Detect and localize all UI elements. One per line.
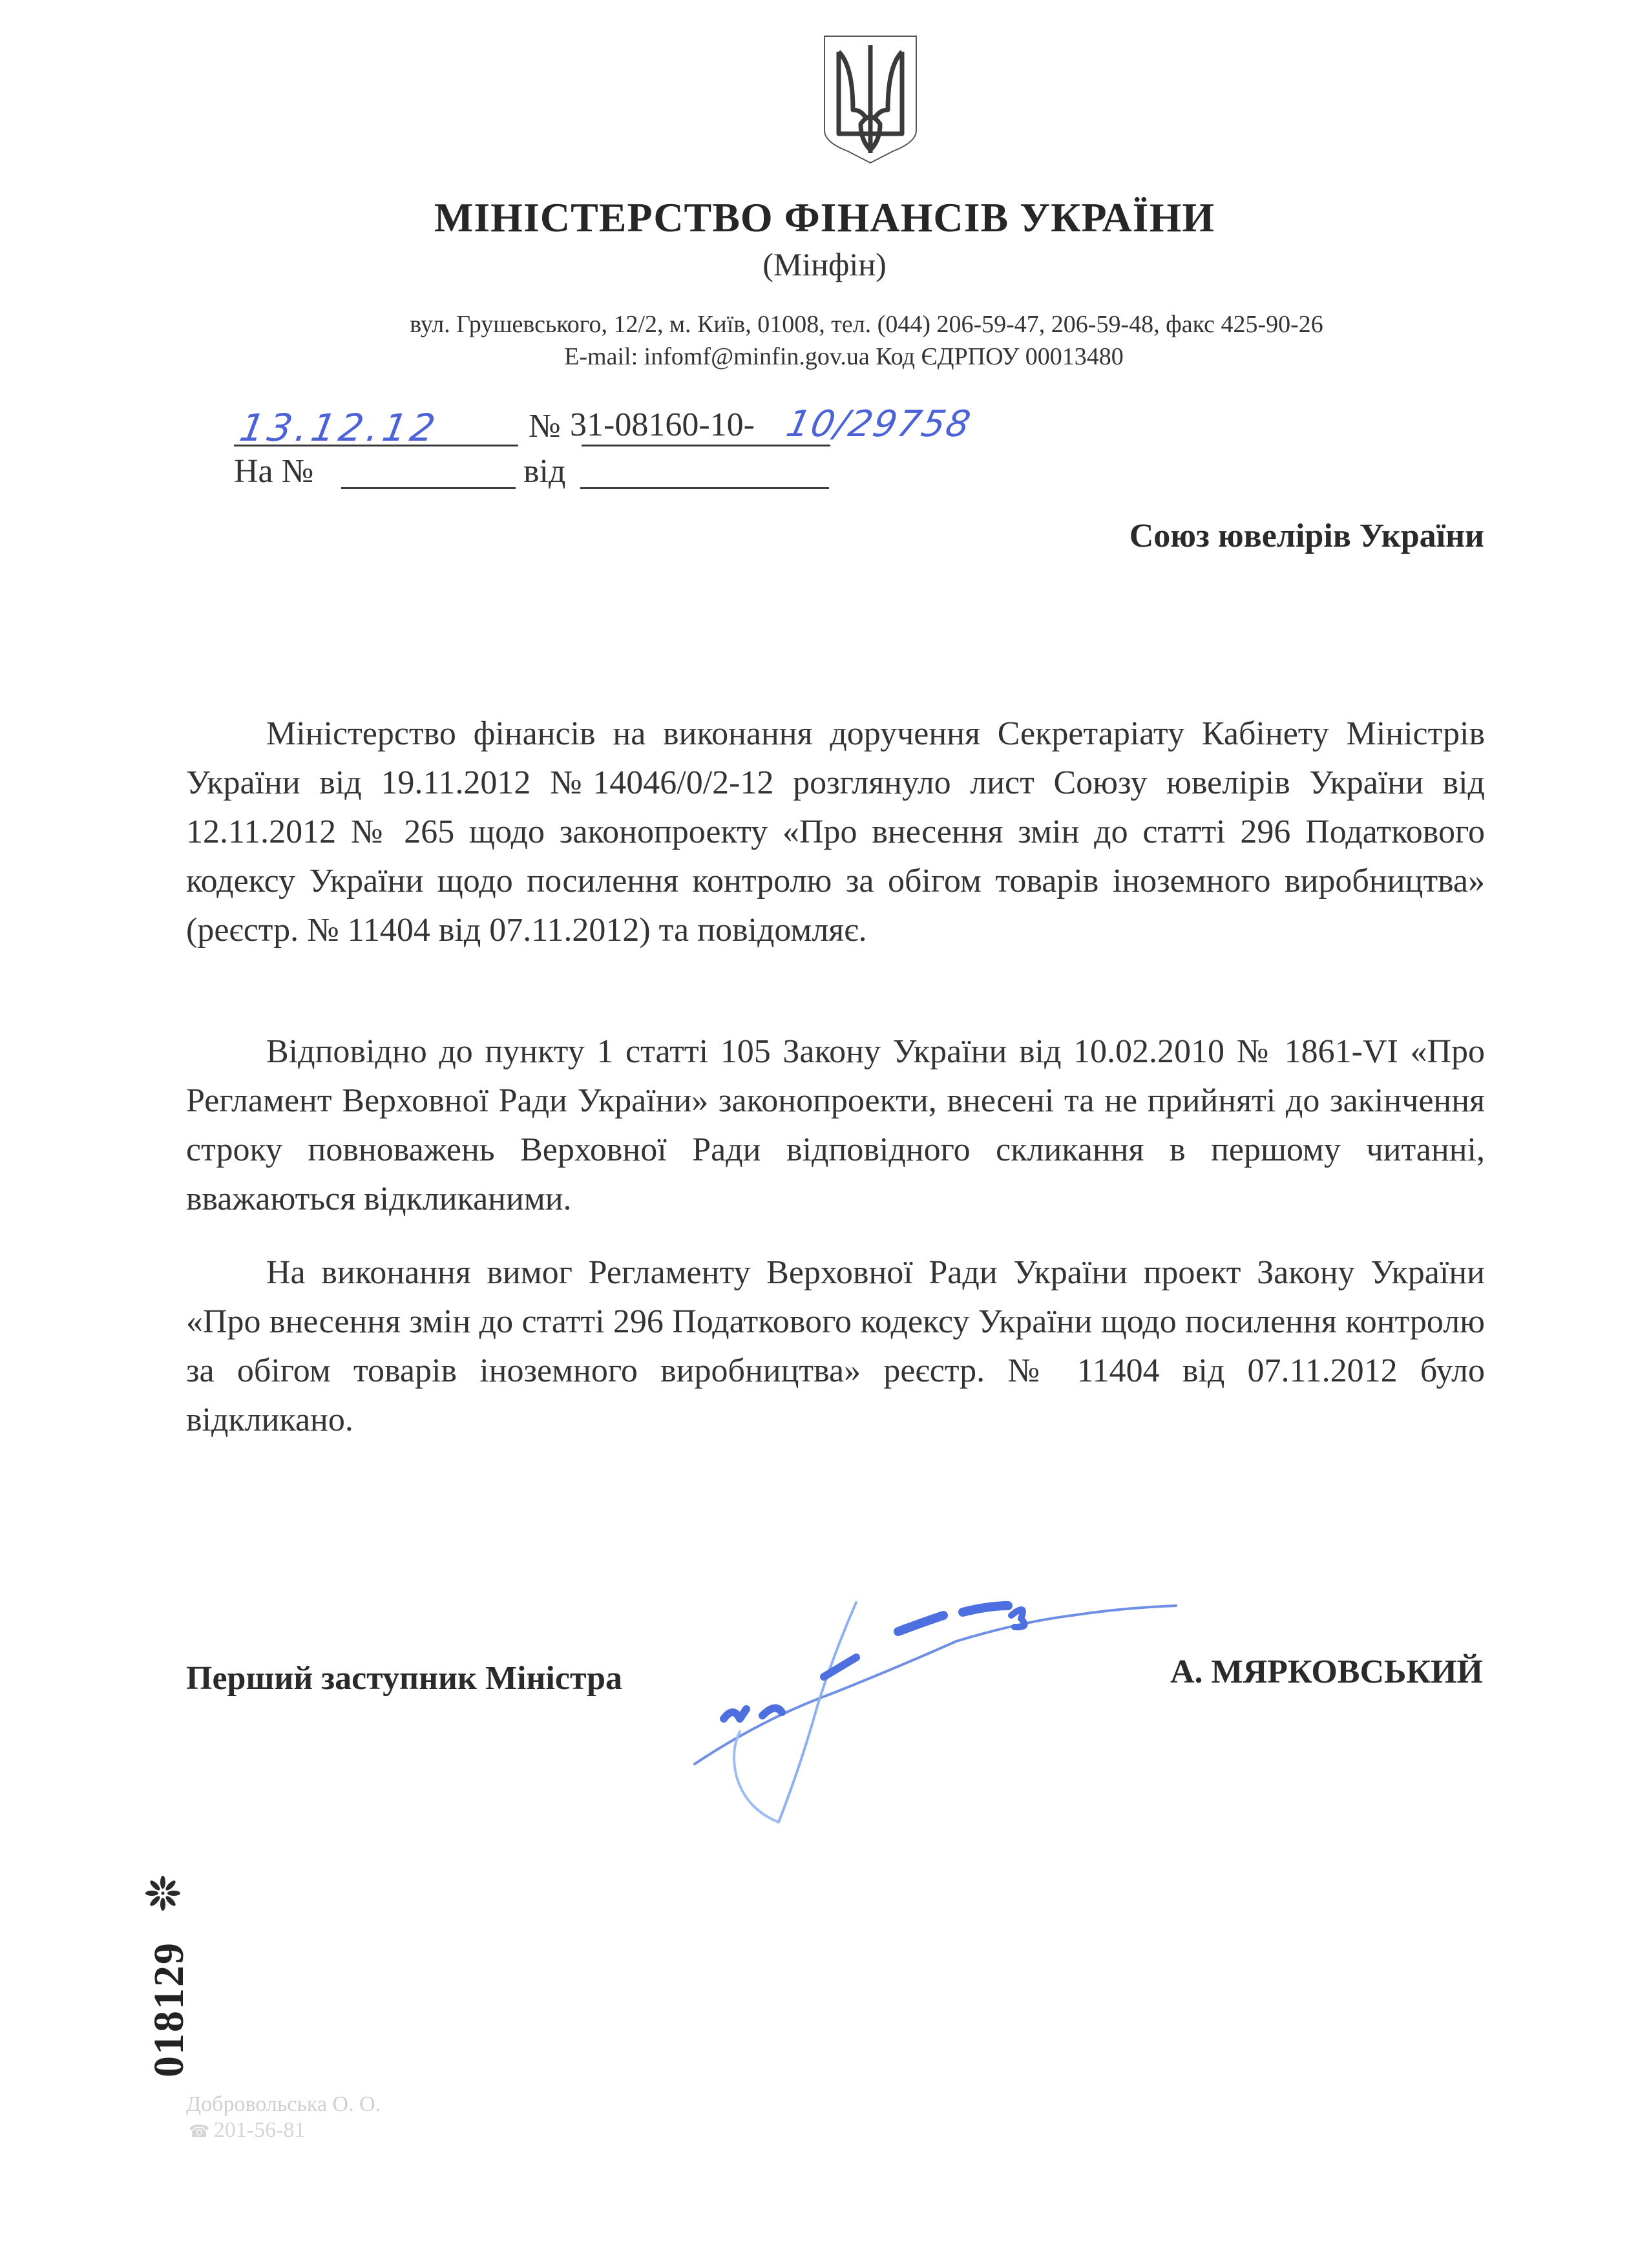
executor-name: Добровольська О. О. bbox=[186, 2092, 381, 2116]
reference-date-blank bbox=[580, 487, 829, 489]
signer-name: А. МЯРКОВСЬКИЙ bbox=[1170, 1654, 1483, 1690]
body-paragraph: На виконання вимог Регламенту Верховної Ради України проект Закону України «Про внесення змін до статті 296 Податкового кодексу України щодо посилення контролю за обігом товарів іноземного виробництва» реєстр. № 11404 від 07.11.2012 було відкликано. bbox=[186, 1254, 1485, 1438]
ministry-address: вул. Грушевського, 12/2, м. Київ, 01008, тел. (044) 206-59-47, 206-59-48, факс 425-90-26 bbox=[410, 311, 1323, 338]
ministry-short-name: (Мінфін) bbox=[762, 246, 887, 282]
reference-number-label: На № bbox=[234, 453, 314, 490]
reference-date-label: від bbox=[523, 453, 566, 490]
recipient: Союз ювелірів України bbox=[1129, 518, 1484, 554]
outgoing-date: 13.12.12 bbox=[236, 406, 443, 450]
ministry-title: МІНІСТЕРСТВО ФІНАНСІВ УКРАЇНИ bbox=[434, 194, 1215, 240]
date-underline bbox=[234, 445, 518, 446]
document-serial-number: 018129 bbox=[145, 1942, 193, 2077]
ministry-contact: E-mail: infomf@minfin.gov.ua Код ЄДРПОУ 00013480 bbox=[564, 343, 1124, 370]
signer-title: Перший заступник Міністра bbox=[186, 1660, 623, 1697]
number-underline bbox=[582, 445, 830, 446]
outgoing-number-printed: 31-08160-10- bbox=[570, 406, 755, 443]
body-paragraph: Міністерство фінансів на виконання доручення Секретаріату Кабінету Міністрів України від 19.11.2012 №14046/0/2-12 розглянуло лист Союзу ювелірів України від 12.11.2012 № 265 щодо законопроекту «Про внесення змін до статті 296 Податкового кодексу України щодо посилення контролю за обігом товарів іноземного виробництва» (реєстр. № 11404 від 07.11.2012) та повідомляє. bbox=[186, 715, 1485, 949]
body-paragraph: Відповідно до пункту 1 статті 105 Закону України від 10.02.2010 № 1861-VI «Про Регламент Верховної Ради України» законопроекти, внесені та не прийняті до закінчення строку повноважень Верховної Ради відповідного скликання в першому читанні, вважаються відкликаними. bbox=[186, 1033, 1485, 1217]
phone-icon: ☎ bbox=[189, 2122, 214, 2141]
handwritten-signature-icon bbox=[685, 1596, 1396, 1854]
reference-number-blank bbox=[341, 487, 516, 489]
number-sign: № bbox=[529, 408, 561, 445]
executor-phone-number: 201-56-81 bbox=[213, 2118, 306, 2142]
executor-phone bbox=[189, 2118, 306, 2143]
trident-coat-of-arms-icon bbox=[822, 34, 919, 166]
outgoing-number-handwritten: 10/29758 bbox=[782, 403, 976, 445]
